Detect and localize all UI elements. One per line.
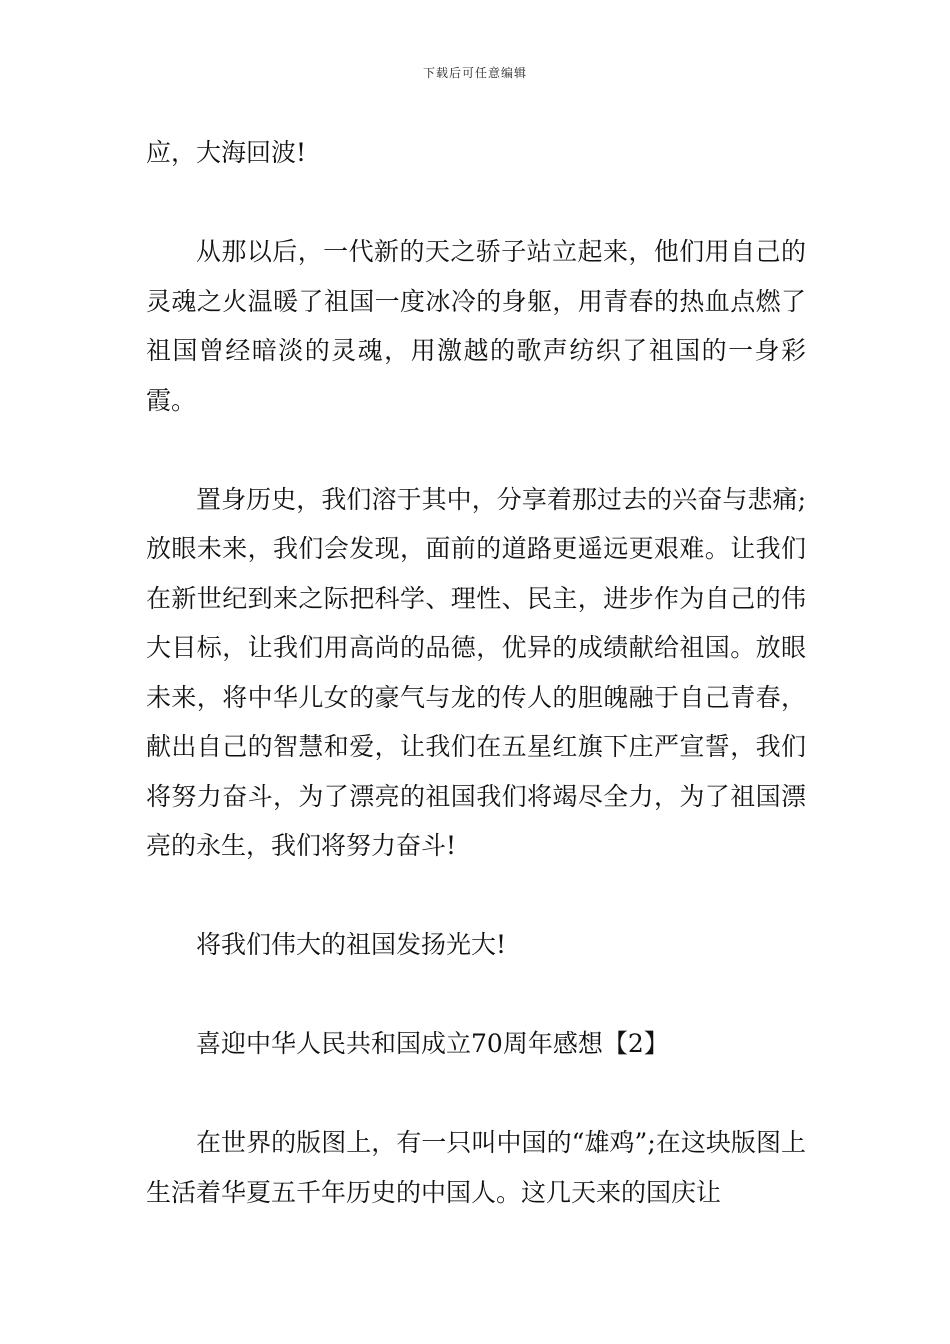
paragraph-gap — [146, 425, 806, 475]
paragraph-history-future: 置身历史，我们溶于其中，分享着那过去的兴奋与悲痛;放眼未来，我们会发现，面前的道路更遥远更艰难。让我们在新世纪到来之际把科学、理性、民主，进步作为自己的伟大目标，让我们用高尚的品德，优异的成绩献给祖国。放眼未来，将中华儿女的豪气与龙的传人的胆魄融于自己青春，献出自己的智慧和爱，让我们在五星红旗下庄严宣誓，我们将努力奋斗，为了漂亮的祖国我们将竭尽全力，为了祖国漂亮的永生，我们将努力奋斗! — [146, 484, 806, 860]
section-heading: 喜迎中华人民共和国成立70周年感想【2】 — [196, 1029, 669, 1058]
paragraph-world-map: 在世界的版图上，有一只叫中国的“雄鸡”;在这块版图上生活着华夏五千年历史的中国人。这几天来的国庆让 — [146, 1128, 806, 1207]
paragraph-exclamation: 将我们伟大的祖国发扬光大! — [196, 930, 507, 959]
document-body — [146, 128, 806, 1217]
paragraph-gap — [146, 1069, 806, 1119]
paragraph-gap — [146, 871, 806, 921]
page-header-note: 下载后可任意编辑 — [422, 66, 527, 80]
paragraph-gap — [146, 970, 806, 1020]
paragraph-continuation: 应，大海回波! — [146, 138, 307, 167]
paragraph-gap — [146, 178, 806, 228]
paragraph-new-generation: 从那以后，一代新的天之骄子站立起来，他们用自己的灵魂之火温暖了祖国一度冰冷的身躯，用青春的热血点燃了祖国曾经暗淡的灵魂，用激越的歌声纺织了祖国的一身彩霞。 — [146, 237, 806, 415]
